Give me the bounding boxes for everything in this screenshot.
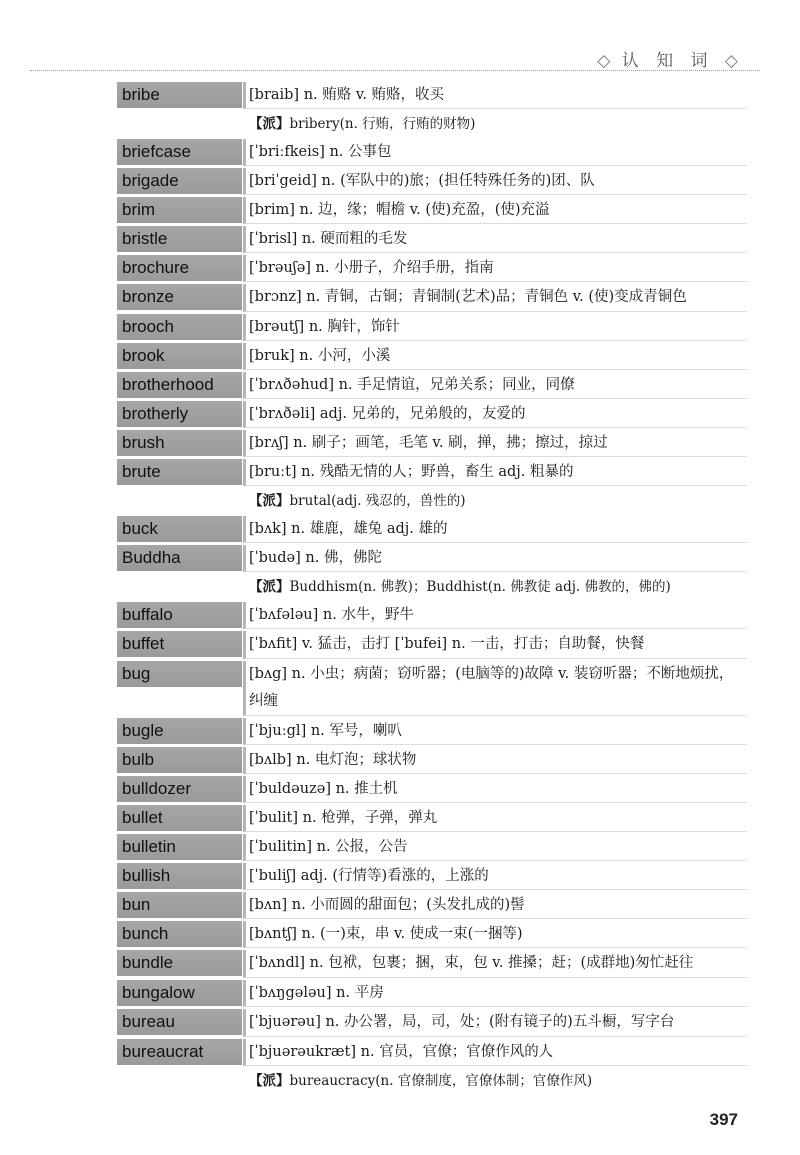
definition: [bʌk] n. 雄鹿，雄兔 adj. 雄的 (243, 516, 747, 543)
headword: bribe (117, 82, 242, 108)
header-divider (30, 70, 760, 71)
definition: [bʌg] n. 小虫；病菌；窃听器；(电脑等的)故障 v. 装窃听器；不断地烦扰，纠缠 (243, 661, 747, 716)
headword: brooch (117, 314, 242, 340)
vocab-entry (117, 430, 747, 457)
vocab-entry (117, 343, 747, 370)
headword: bristle (117, 226, 242, 252)
vocab-entry (117, 139, 747, 166)
derivative-line (245, 1068, 747, 1094)
headword: brigade (117, 168, 242, 194)
definition: [brim] n. 边，缘；帽檐 v. (使)充盈，(使)充溢 (243, 197, 747, 224)
definition: [brəutʃ] n. 胸针，饰针 (243, 314, 747, 341)
definition: [braib] n. 贿赂 v. 贿赂，收买 (243, 82, 747, 109)
vocab-entry (117, 226, 747, 253)
headword: bungalow (117, 980, 242, 1006)
vocab-entry (117, 516, 747, 543)
headword: bulldozer (117, 776, 242, 802)
vocab-entry (117, 1009, 747, 1037)
definition: [ˈbjuːgl] n. 军号，喇叭 (243, 718, 747, 745)
headword: brute (117, 459, 242, 485)
definition: [bʌlb] n. 电灯泡；球状物 (243, 747, 747, 774)
vocab-entry (117, 255, 747, 282)
definition: [bʌntʃ] n. (一)束，串 v. 使成一束(一捆等) (243, 921, 747, 948)
headword: bunch (117, 921, 242, 947)
diamond-icon: ◇ (597, 51, 611, 71)
definition: [ˈbʌfit] v. 猛击，击打 [ˈbufei] n. 一击，打击；自助餐，快餐 (243, 631, 747, 659)
headword: bureau (117, 1009, 242, 1035)
vocab-entry (117, 834, 747, 861)
vocab-entry (117, 776, 747, 803)
vocab-entry (117, 314, 747, 341)
definition: [ˈbulit] n. 枪弹，子弹，弹丸 (243, 805, 747, 832)
section-header (597, 46, 738, 71)
definition: [ˈbrisl] n. 硬而粗的毛发 (243, 226, 747, 253)
headword: bullet (117, 805, 242, 831)
headword: brochure (117, 255, 242, 281)
definition: [ˈbudə] n. 佛，佛陀 (243, 545, 747, 572)
page-number: 397 (709, 1110, 738, 1129)
derivative-text: brutal(adj. 残忍的，兽性的) (289, 493, 466, 509)
headword: brim (117, 197, 242, 223)
definition: [ˈbuldəuzə] n. 推土机 (243, 776, 747, 803)
vocab-entry (117, 1039, 747, 1066)
section-title: 认 知 词 (621, 51, 714, 71)
headword: bug (117, 661, 242, 687)
definition: [briˈgeid] n. (军队中的)旅；(担任特殊任务的)团、队 (243, 168, 747, 195)
headword: brook (117, 343, 242, 369)
vocab-entry (117, 401, 747, 428)
definition: [brʌʃ] n. 刷子；画笔，毛笔 v. 刷，掸，拂；擦过，掠过 (243, 430, 747, 457)
vocab-entry (117, 631, 747, 659)
definition: [ˈbjuərəu] n. 办公署，局，司，处；(附有镜子的)五斗橱，写字台 (243, 1009, 747, 1037)
vocab-entry (117, 197, 747, 224)
vocab-entry (117, 747, 747, 774)
definition: [bʌn] n. 小而圆的甜面包；(头发扎成的)髻 (243, 892, 747, 919)
vocab-entry (117, 921, 747, 948)
vocab-entry (117, 545, 747, 572)
headword: bullish (117, 863, 242, 889)
vocab-entry (117, 863, 747, 890)
derivative-text: bribery(n. 行贿，行贿的财物) (289, 116, 476, 132)
definition: [ˈbʌndl] n. 包袱，包裹；捆，束，包 v. 推搡；赶；(成群地)匆忙赶往 (243, 950, 747, 978)
derivative-tag: 【派】 (249, 1073, 290, 1089)
derivative-tag: 【派】 (249, 116, 290, 132)
headword: briefcase (117, 139, 242, 165)
vocabulary-list (117, 82, 747, 1096)
headword: bun (117, 892, 242, 918)
derivative-line (245, 488, 747, 514)
derivative-line (245, 111, 747, 137)
derivative-tag: 【派】 (249, 579, 290, 595)
definition: [ˈbrəuʃə] n. 小册子，介绍手册，指南 (243, 255, 747, 282)
headword: brush (117, 430, 242, 456)
vocab-entry (117, 980, 747, 1007)
vocab-entry (117, 892, 747, 919)
vocab-entry (117, 602, 747, 629)
headword: Buddha (117, 545, 242, 571)
vocab-entry (117, 459, 747, 486)
vocab-entry (117, 718, 747, 745)
headword: bulb (117, 747, 242, 773)
definition: [ˈbʌfələu] n. 水牛，野牛 (243, 602, 747, 629)
definition: [bruk] n. 小河，小溪 (243, 343, 747, 370)
headword: buffet (117, 631, 242, 657)
definition: [ˈbriːfkeis] n. 公事包 (243, 139, 747, 166)
definition: [ˈbjuərəukræt] n. 官员，官僚；官僚作风的人 (243, 1039, 747, 1066)
derivative-tag: 【派】 (249, 493, 290, 509)
definition: [brɔnz] n. 青铜，古铜；青铜制(艺术)品；青铜色 v. (使)变成青铜色 (243, 284, 747, 312)
derivative-line (245, 574, 747, 600)
vocab-entry (117, 805, 747, 832)
vocab-entry (117, 372, 747, 399)
definition: [ˈbʌŋgələu] n. 平房 (243, 980, 747, 1007)
derivative-text: Buddhism(n. 佛教)；Buddhist(n. 佛教徒 adj. 佛教的，佛的) (289, 579, 671, 595)
headword: bulletin (117, 834, 242, 860)
headword: buck (117, 516, 242, 542)
definition: [ˈbrʌðəli] adj. 兄弟的，兄弟般的，友爱的 (243, 401, 747, 428)
vocab-entry (117, 82, 747, 109)
headword: brotherhood (117, 372, 242, 398)
headword: bronze (117, 284, 242, 310)
definition: [bruːt] n. 残酷无情的人；野兽，畜生 adj. 粗暴的 (243, 459, 747, 486)
definition: [ˈbrʌðəhud] n. 手足情谊，兄弟关系；同业，同僚 (243, 372, 747, 399)
definition: [ˈbuliʃ] adj. (行情等)看涨的，上涨的 (243, 863, 747, 890)
headword: bundle (117, 950, 242, 976)
headword: bugle (117, 718, 242, 744)
derivative-text: bureaucracy(n. 官僚制度，官僚体制；官僚作风) (289, 1073, 593, 1089)
vocab-entry (117, 168, 747, 195)
diamond-icon: ◇ (724, 51, 738, 71)
vocab-entry (117, 661, 747, 716)
headword: buffalo (117, 602, 242, 628)
headword: brotherly (117, 401, 242, 427)
vocab-entry (117, 284, 747, 312)
vocab-entry (117, 950, 747, 978)
definition: [ˈbulitin] n. 公报，公告 (243, 834, 747, 861)
headword: bureaucrat (117, 1039, 242, 1065)
